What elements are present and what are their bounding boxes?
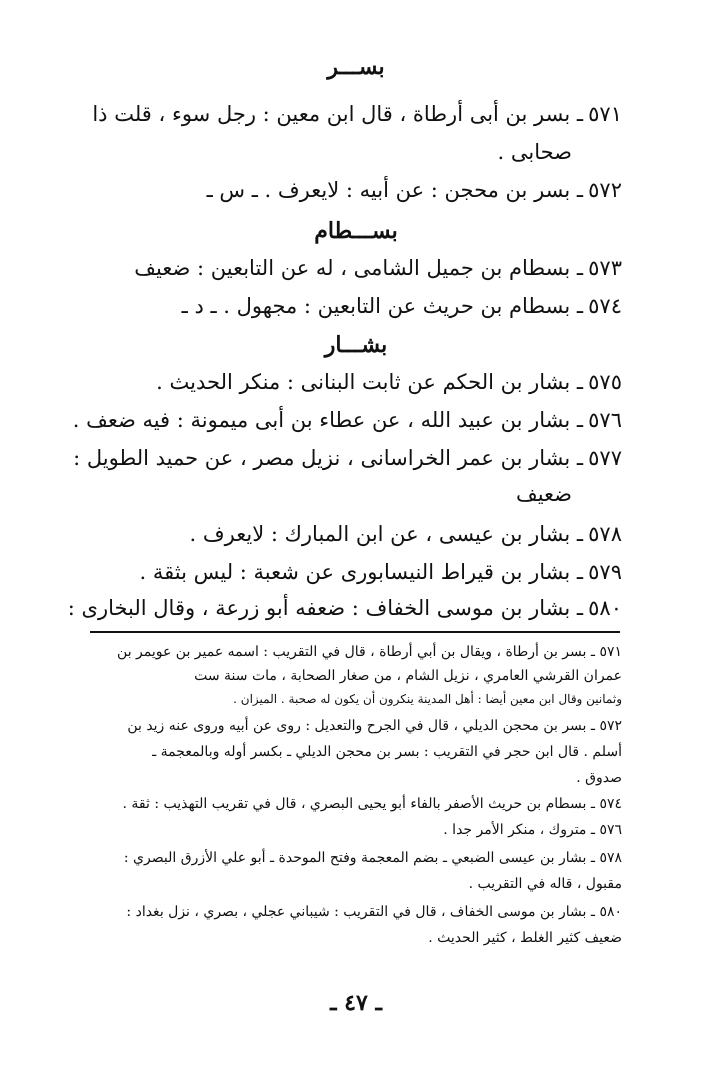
footnote-text: ـ بسر بن أرطاة ، ويقال بن أبي أرطاة ، قال في التقريب : اسمه عمير بن عويمر بن: [117, 644, 595, 660]
footnote-576: [443, 822, 622, 838]
entry-number: ٥٧١: [588, 102, 622, 126]
entry-571: [92, 102, 622, 126]
footnote-text: ـ بسر بن محجن الديلي ، قال في الجرح والتعديل : روى عن أبيه وروى عنه زيد بن: [127, 718, 595, 734]
entry-number: ٥٧٤: [588, 294, 622, 318]
entry-579: [140, 560, 622, 584]
entry-text: ـ بشار بن موسى الخفاف : ضعفه أبو زرعة ، وقال البخارى :: [67, 596, 584, 620]
footnote-text: ـ بشار بن موسى الخفاف ، قال في التقريب : شيباني عجلي ، بصري ، نزل بغداد :: [126, 904, 595, 920]
entry-number: ٥٧٥: [588, 370, 622, 394]
footnote-572-line2: أسلم . قال ابن حجر في التقريب : بسر بن محجن الديلي ـ بكسر أوله وبالمعجمة ـ: [152, 744, 622, 760]
section-heading-busr: بســـر: [327, 54, 385, 80]
footnote-571-line2: عمران القرشي العامري ، نزيل الشام ، من صغار الصحابة ، مات سنة ست: [194, 668, 622, 684]
entry-574: [182, 294, 622, 318]
entry-text: ـ بشار بن عيسى ، عن ابن المبارك : لايعرف .: [189, 522, 584, 546]
footnote-number: ٥٨٠: [599, 904, 622, 920]
entry-number: ٥٧٩: [588, 560, 622, 584]
footnote-572: [127, 718, 622, 734]
footnote-571: [117, 644, 622, 660]
footnote-578-line2: مقبول ، قاله في التقريب .: [468, 876, 622, 892]
section-heading-bashshar: بشـــار: [324, 332, 388, 358]
entry-text: ـ بشار بن قيراط النيسابورى عن شعبة : ليس بثقة .: [139, 560, 584, 584]
entry-572: [207, 178, 622, 202]
entry-576: [73, 408, 622, 432]
entry-577: [73, 446, 622, 470]
entry-577-cont: ضعيف: [515, 482, 572, 506]
entry-number: ٥٧٦: [588, 408, 622, 432]
entry-text: ـ بشار بن عمر الخراسانى ، نزيل مصر ، عن حميد الطويل :: [73, 446, 584, 470]
entry-number: ٥٧٣: [588, 256, 622, 280]
entry-text: ـ بسر بن أبى أرطاة ، قال ابن معين : رجل سوء ، قلت ذا: [92, 102, 584, 126]
footnote-number: ٥٧٢: [599, 718, 622, 734]
footnote-divider: [90, 631, 620, 633]
section-heading-bistam: بســـطام: [314, 218, 398, 244]
entry-number: ٥٧٧: [588, 446, 622, 470]
footnote-text: ـ متروك ، منكر الأمر جدا .: [443, 822, 595, 838]
entry-text: ـ بسطام بن حريث عن التابعين : مجهول . ـ د ـ: [181, 294, 584, 318]
entry-573: [134, 256, 622, 280]
footnote-number: ٥٧٨: [599, 850, 622, 866]
entry-number: ٥٨٠: [588, 596, 622, 620]
footnote-text: ـ بشار بن عيسى الضبعي ـ بضم المعجمة وفتح الموحدة ـ أبو علي الأزرق البصري :: [123, 850, 595, 866]
footnote-number: ٥٧٤: [599, 796, 622, 812]
entry-578: [190, 522, 622, 546]
entry-571-cont: صحابى .: [497, 140, 572, 164]
footnote-571-line3: وثمانين وقال ابن معين أيضا : أهل المدينة ينكرون أن يكون له صحبة . الميزان .: [233, 692, 622, 706]
entry-text: ـ بشار بن الحكم عن ثابت البنانى : منكر الحديث .: [156, 370, 584, 394]
footnote-number: ٥٧٦: [599, 822, 622, 838]
entry-575: [156, 370, 622, 394]
footnote-580: [126, 904, 622, 920]
footnote-number: ٥٧١: [599, 644, 622, 660]
footnote-574: [122, 796, 622, 812]
entry-number: ٥٧٨: [588, 522, 622, 546]
entry-580: [68, 596, 622, 620]
footnote-580-line2: ضعيف كثير الغلط ، كثير الحديث .: [428, 930, 622, 946]
entry-text: ـ بسطام بن جميل الشامى ، له عن التابعين : ضعيف: [134, 256, 584, 280]
footnote-572-line3: صدوق .: [576, 770, 622, 786]
footnote-text: ـ بسطام بن حريث الأصفر بالفاء أبو يحيى البصري ، قال في تقريب التهذيب : ثقة .: [122, 796, 595, 812]
entry-text: ـ بشار بن عبيد الله ، عن عطاء بن أبى ميمونة : فيه ضعف .: [72, 408, 584, 432]
entry-number: ٥٧٢: [588, 178, 622, 202]
entry-text: ـ بسر بن محجن : عن أبيه : لايعرف . ـ س ـ: [206, 178, 584, 202]
footnote-578: [124, 850, 622, 866]
page-number: ـ ٤٧ ـ: [330, 990, 382, 1016]
